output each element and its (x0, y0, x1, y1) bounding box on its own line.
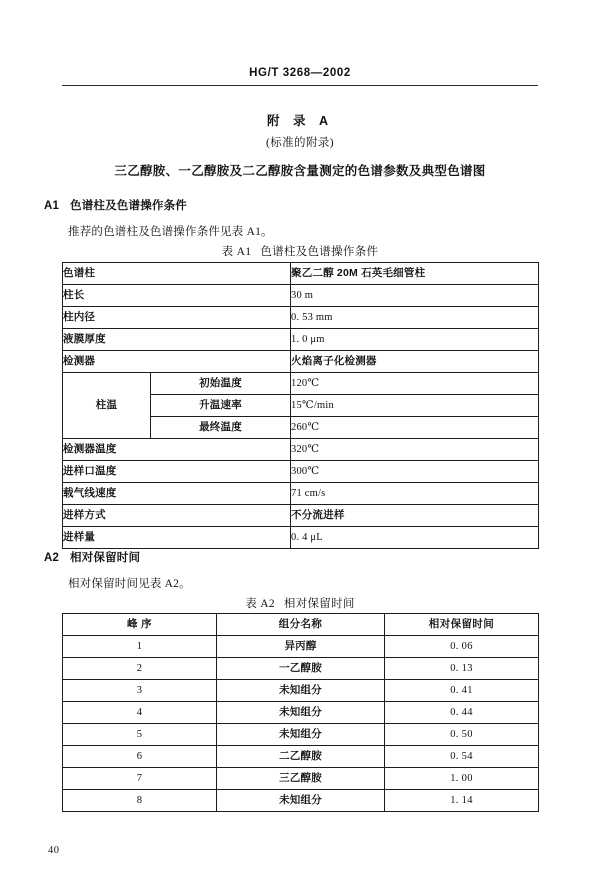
table-a1-caption (62, 245, 538, 259)
clause-a1-heading-text: 色谱柱及色谱操作条件 (70, 200, 187, 212)
cell-peak-order: 1 (63, 636, 217, 658)
clause-a2-heading-text: 相对保留时间 (70, 552, 141, 564)
annex-full-title: 三乙醇胺、一乙醇胺及二乙醇胺含量测定的色谱参数及典型色谱图 (114, 164, 486, 178)
cell-component-name: 异丙醇 (217, 636, 385, 658)
table-row (63, 483, 539, 505)
annex-subtitle: (标准的附录) (266, 137, 334, 149)
sub-row-label: 升温速率 (151, 395, 291, 417)
cell-peak-order: 2 (63, 658, 217, 680)
annex-heading-block (62, 112, 538, 180)
row-value: 320℃ (291, 439, 539, 461)
table-row (63, 329, 539, 351)
cell-peak-order: 3 (63, 680, 217, 702)
row-value: 30 m (291, 285, 539, 307)
table-a1 (62, 262, 539, 549)
table-row (63, 439, 539, 461)
cell-relative-retention-time: 0. 50 (385, 724, 539, 746)
cell-component-name: 未知组分 (217, 790, 385, 812)
cell-peak-order: 4 (63, 702, 217, 724)
table-a2-body (63, 636, 539, 812)
cell-relative-retention-time: 1. 00 (385, 768, 539, 790)
table-row (63, 351, 539, 373)
annex-title: 附 录 A (267, 114, 333, 128)
cell-relative-retention-time: 1. 14 (385, 790, 539, 812)
table-a2-head (63, 614, 539, 636)
cell-relative-retention-time: 0. 13 (385, 658, 539, 680)
page-number: 40 (48, 845, 60, 856)
table-row (63, 746, 539, 768)
table-row (63, 790, 539, 812)
table-row (63, 285, 539, 307)
sub-row-value: 120℃ (291, 373, 539, 395)
table-row (63, 373, 539, 395)
row-label: 柱内径 (63, 307, 291, 329)
table-row (63, 702, 539, 724)
cell-component-name: 未知组分 (217, 680, 385, 702)
sub-row-label: 最终温度 (151, 417, 291, 439)
column-header-relative-retention-time: 相对保留时间 (385, 614, 539, 636)
row-label: 检测器温度 (63, 439, 291, 461)
cell-peak-order: 8 (63, 790, 217, 812)
cell-relative-retention-time: 0. 41 (385, 680, 539, 702)
sub-row-label: 初始温度 (151, 373, 291, 395)
clause-a1-body: 推荐的色谱柱及色谱操作条件见表 A1。 (68, 226, 273, 238)
page-header (62, 66, 538, 86)
row-label: 柱长 (63, 285, 291, 307)
row-value: 71 cm/s (291, 483, 539, 505)
header-rule (62, 85, 538, 86)
row-value: 聚乙二醇 20M 石英毛细管柱 (291, 263, 539, 285)
table-row (63, 636, 539, 658)
row-value: 1. 0 μm (291, 329, 539, 351)
cell-relative-retention-time: 0. 44 (385, 702, 539, 724)
clause-a2-body: 相对保留时间见表 A2。 (68, 578, 191, 590)
cell-component-name: 一乙醇胺 (217, 658, 385, 680)
row-label: 进样量 (63, 527, 291, 549)
clause-a1-number: A1 (44, 200, 60, 212)
table-a1-caption-title: 色谱柱及色谱操作条件 (260, 246, 379, 258)
cell-relative-retention-time: 0. 54 (385, 746, 539, 768)
row-value: 火焰离子化检测器 (291, 351, 539, 373)
clause-a2-heading (44, 551, 544, 566)
cell-component-name: 三乙醇胺 (217, 768, 385, 790)
cell-peak-order: 6 (63, 746, 217, 768)
cell-peak-order: 7 (63, 768, 217, 790)
table-row (63, 505, 539, 527)
row-value: 不分流进样 (291, 505, 539, 527)
table-row (63, 527, 539, 549)
table-row (63, 658, 539, 680)
cell-peak-order: 5 (63, 724, 217, 746)
table-a2-caption (62, 597, 538, 611)
table-row (63, 724, 539, 746)
table-a2-caption-label: 表 A2 (245, 598, 275, 610)
table-row (63, 680, 539, 702)
clause-a1-heading (44, 199, 544, 214)
row-label: 色谱柱 (63, 263, 291, 285)
cell-component-name: 二乙醇胺 (217, 746, 385, 768)
row-label-column-temperature: 柱温 (63, 373, 151, 439)
sub-row-value: 15℃/min (291, 395, 539, 417)
row-label: 进样方式 (63, 505, 291, 527)
column-header-peak-order: 峰 序 (63, 614, 217, 636)
column-header-component-name: 组分名称 (217, 614, 385, 636)
cell-component-name: 未知组分 (217, 724, 385, 746)
table-a1-body (63, 263, 539, 549)
cell-relative-retention-time: 0. 06 (385, 636, 539, 658)
row-label: 进样口温度 (63, 461, 291, 483)
row-label: 检测器 (63, 351, 291, 373)
table-row (63, 461, 539, 483)
clause-a2 (44, 551, 544, 592)
row-value: 300℃ (291, 461, 539, 483)
clause-a1 (44, 199, 544, 240)
cell-component-name: 未知组分 (217, 702, 385, 724)
row-value: 0. 53 mm (291, 307, 539, 329)
row-label: 载气线速度 (63, 483, 291, 505)
table-header-row (63, 614, 539, 636)
table-a2-caption-title: 相对保留时间 (283, 598, 355, 610)
clause-a2-number: A2 (44, 552, 60, 564)
table-a1-caption-label: 表 A1 (221, 246, 252, 258)
row-value: 0. 4 μL (291, 527, 539, 549)
table-row (63, 307, 539, 329)
standard-number: HG/T 3268—2002 (249, 67, 351, 79)
table-row (63, 263, 539, 285)
table-a2 (62, 613, 539, 812)
table-row (63, 768, 539, 790)
sub-row-value: 260℃ (291, 417, 539, 439)
row-label: 液膜厚度 (63, 329, 291, 351)
